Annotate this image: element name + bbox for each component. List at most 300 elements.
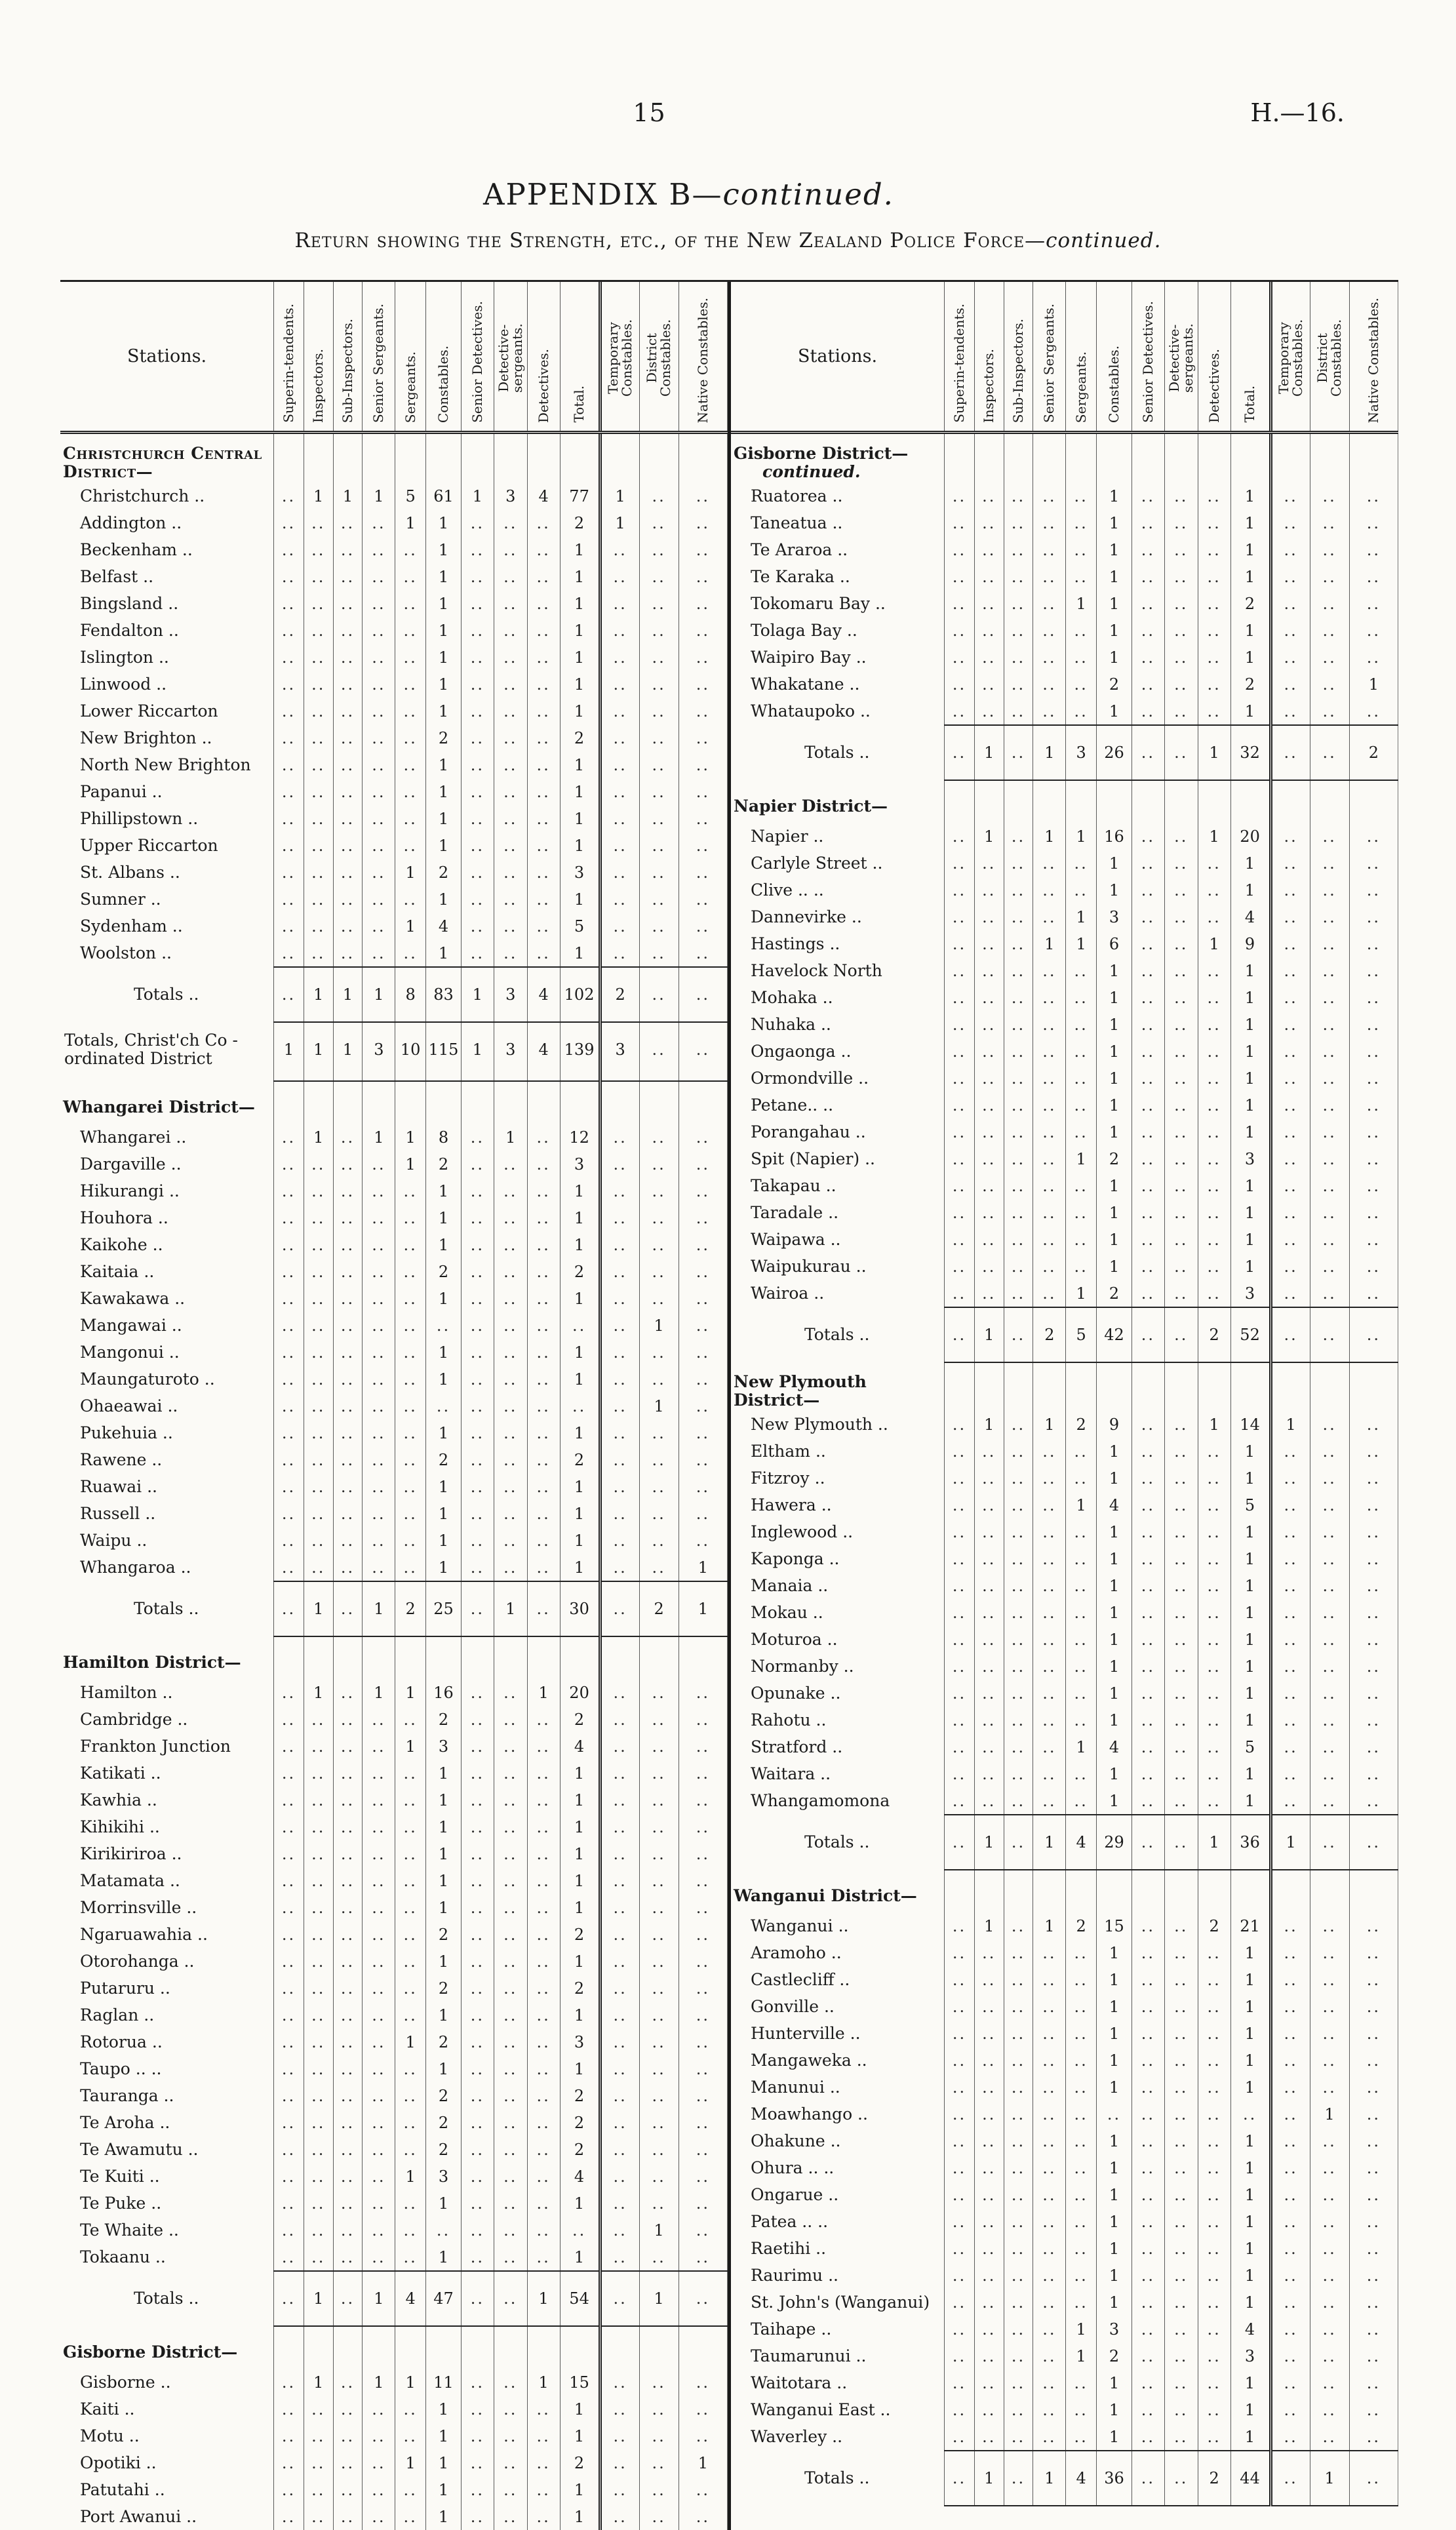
value-cell-sergeants: .. (395, 778, 426, 805)
value-cell-superintendents: .. (945, 1912, 975, 1939)
value-cell-constables: 1 (426, 617, 462, 644)
value-cell-sub_inspectors: .. (333, 2136, 363, 2163)
value-cell-senior_sergeants: .. (1033, 2262, 1066, 2289)
value-cell-district_constables: .. (639, 1813, 679, 1840)
value-cell-detective_sergeants: .. (1164, 1226, 1198, 1253)
station-row (60, 913, 728, 939)
value-cell-detective_sergeants: .. (1164, 2208, 1198, 2235)
value-cell-senior_detectives (1132, 780, 1165, 823)
value-cell-senior_detectives: .. (462, 698, 494, 724)
value-cell-sub_inspectors: .. (333, 1151, 363, 1177)
value-cell-sergeants: 1 (395, 2163, 426, 2190)
value-cell-sergeants: .. (395, 2503, 426, 2530)
value-cell-sergeants: .. (395, 1366, 426, 1393)
value-cell-sergeants: .. (395, 1473, 426, 1500)
value-cell-superintendents (945, 1362, 975, 1411)
value-cell-total: 1 (1230, 2047, 1270, 2074)
value-cell-superintendents: .. (274, 1124, 304, 1151)
value-cell-superintendents: .. (945, 1966, 975, 1993)
value-cell-temporary_constables: .. (1270, 1733, 1310, 1760)
value-cell-native_constables: .. (679, 2136, 727, 2163)
value-cell-detective_sergeants: .. (494, 536, 527, 563)
value-cell-district_constables: .. (639, 859, 679, 886)
station-row (731, 2423, 1398, 2451)
value-cell-native_constables (679, 433, 727, 483)
value-cell-senior_sergeants: .. (1033, 1038, 1066, 1065)
value-cell-district_constables: .. (1310, 957, 1349, 984)
value-cell-sergeants: 1 (1066, 1280, 1097, 1307)
station-name: Taihape .. (751, 2319, 832, 2339)
value-cell-senior_detectives: .. (462, 1894, 494, 1921)
value-cell-total: 1 (1230, 1226, 1270, 1253)
value-cell-senior_sergeants: .. (1033, 1787, 1066, 1815)
station-row (731, 2235, 1398, 2262)
value-cell-native_constables: .. (679, 778, 727, 805)
value-cell-constables: 1 (1097, 1518, 1132, 1545)
value-cell-native_constables: .. (679, 1151, 727, 1177)
value-cell-inspectors: .. (304, 1258, 333, 1285)
value-cell-senior_detectives: .. (1132, 1518, 1165, 1545)
value-cell-detective_sergeants: 3 (494, 483, 527, 509)
station-name: St. John's (Wanganui) (751, 2292, 930, 2312)
value-cell-inspectors: .. (974, 1253, 1004, 1280)
value-cell-senior_sergeants: 1 (1033, 823, 1066, 850)
value-cell-inspectors: .. (974, 644, 1004, 671)
value-cell-senior_sergeants: .. (363, 1894, 395, 1921)
value-cell-senior_detectives: .. (1132, 1065, 1165, 1092)
value-cell-superintendents: .. (274, 1760, 304, 1787)
value-cell-senior_detectives: .. (1132, 536, 1165, 563)
value-cell-superintendents (274, 2326, 304, 2369)
value-cell-sergeants: 1 (395, 1733, 426, 1760)
station-row (60, 1706, 728, 1733)
value-cell-detectives: 4 (527, 1022, 560, 1081)
value-cell-sergeants: .. (1066, 563, 1097, 590)
value-cell-constables: 2 (1097, 1280, 1132, 1307)
value-cell-detectives: .. (527, 563, 560, 590)
value-cell-temporary_constables: 1 (600, 509, 639, 536)
value-cell-senior_detectives: .. (1132, 1993, 1165, 2020)
value-cell-district_constables: .. (1310, 1145, 1349, 1172)
value-cell-district_constables: .. (1310, 1680, 1349, 1707)
value-cell-district_constables: .. (639, 939, 679, 967)
station-row (731, 2020, 1398, 2047)
value-cell-detectives: .. (527, 2136, 560, 2163)
value-cell-constables: 1 (426, 536, 462, 563)
value-cell-constables: 1 (426, 1840, 462, 1867)
value-cell-senior_sergeants: .. (1033, 1280, 1066, 1307)
value-cell-inspectors: .. (304, 859, 333, 886)
value-cell-detective_sergeants: .. (494, 1473, 527, 1500)
value-cell-constables: 2 (426, 2082, 462, 2109)
value-cell-total: 1 (560, 1500, 600, 1527)
value-cell-total: 2 (560, 509, 600, 536)
value-cell-senior_sergeants: .. (1033, 2127, 1066, 2154)
station-name: Frankton Junction (80, 1736, 231, 1756)
value-cell-constables (1097, 433, 1132, 483)
value-cell-superintendents: .. (945, 930, 975, 957)
value-cell-senior_sergeants: .. (363, 563, 395, 590)
value-cell-total: 52 (1230, 1307, 1270, 1362)
value-cell-senior_sergeants: 1 (363, 2369, 395, 2396)
value-cell-constables: 1 (426, 509, 462, 536)
value-cell-senior_detectives: .. (462, 2109, 494, 2136)
value-cell-senior_sergeants: .. (363, 2055, 395, 2082)
value-cell-native_constables: .. (679, 2109, 727, 2136)
station-name: Wanganui .. (751, 1916, 849, 1935)
station-name: Taneatua .. (751, 513, 843, 532)
value-cell-constables: 1 (426, 698, 462, 724)
station-name: Totals .. (134, 2289, 199, 2308)
station-row (731, 1653, 1398, 1680)
value-cell-temporary_constables (1270, 433, 1310, 483)
value-cell-constables: 1 (426, 1419, 462, 1446)
value-cell-temporary_constables: .. (1270, 483, 1310, 509)
rank-column-header-sergeants (1066, 282, 1097, 433)
return-subtitle (0, 229, 1456, 252)
value-cell-district_constables: .. (639, 1473, 679, 1500)
value-cell-superintendents: .. (274, 2503, 304, 2530)
value-cell-sergeants: .. (1066, 2289, 1097, 2316)
value-cell-detective_sergeants (1164, 1870, 1198, 1912)
value-cell-sergeants: .. (395, 1258, 426, 1285)
value-cell-detectives: .. (527, 1177, 560, 1204)
value-cell-senior_detectives: .. (462, 590, 494, 617)
station-name: Te Puke .. (80, 2193, 162, 2213)
value-cell-detective_sergeants: .. (1164, 1038, 1198, 1065)
value-cell-superintendents: .. (274, 2476, 304, 2503)
value-cell-sergeants: 3 (1066, 725, 1097, 780)
value-cell-sub_inspectors: .. (1004, 2181, 1033, 2208)
station-row (731, 671, 1398, 698)
value-cell-inspectors: .. (304, 832, 333, 859)
value-cell-detective_sergeants: .. (1164, 2020, 1198, 2047)
value-cell-temporary_constables: .. (1270, 930, 1310, 957)
value-cell-constables: 2 (1097, 671, 1132, 698)
value-cell-senior_detectives: .. (1132, 698, 1165, 725)
value-cell-senior_sergeants: .. (363, 805, 395, 832)
value-cell-total: .. (1230, 2101, 1270, 2127)
value-cell-senior_detectives: .. (1132, 2047, 1165, 2074)
value-cell-senior_sergeants: .. (363, 1312, 395, 1339)
value-cell-inspectors: .. (974, 2127, 1004, 2154)
station-name: Waipiro Bay .. (751, 647, 867, 667)
value-cell-temporary_constables: .. (600, 2449, 639, 2476)
rank-column-header-label: Sergeants. (1072, 351, 1089, 423)
value-cell-district_constables: .. (639, 1921, 679, 1948)
value-cell-constables: 2 (426, 1151, 462, 1177)
value-cell-senior_detectives: .. (1132, 1199, 1165, 1226)
value-cell-senior_sergeants: .. (1033, 1226, 1066, 1253)
value-cell-native_constables (1349, 780, 1398, 823)
value-cell-senior_sergeants: .. (363, 2028, 395, 2055)
value-cell-detective_sergeants (1164, 433, 1198, 483)
value-cell-senior_detectives: .. (462, 2369, 494, 2396)
value-cell-detectives: .. (527, 698, 560, 724)
value-cell-superintendents: .. (274, 1151, 304, 1177)
value-cell-total: 1 (1230, 617, 1270, 644)
value-cell-sub_inspectors: .. (333, 1840, 363, 1867)
value-cell-sub_inspectors: .. (1004, 1038, 1033, 1065)
value-cell-detective_sergeants: .. (494, 859, 527, 886)
value-cell-senior_detectives: .. (1132, 984, 1165, 1011)
value-cell-superintendents (945, 433, 975, 483)
value-cell-native_constables: .. (679, 751, 727, 778)
value-cell-senior_detectives: .. (462, 1339, 494, 1366)
value-cell-senior_detectives: .. (1132, 823, 1165, 850)
value-cell-sub_inspectors (333, 433, 363, 483)
value-cell-senior_sergeants: 1 (1033, 1912, 1066, 1939)
value-cell-temporary_constables: .. (600, 1473, 639, 1500)
value-cell-detective_sergeants: .. (494, 698, 527, 724)
value-cell-native_constables: .. (1349, 1092, 1398, 1118)
value-cell-temporary_constables: .. (600, 1500, 639, 1527)
value-cell-total: 1 (560, 1948, 600, 1975)
station-row (731, 536, 1398, 563)
station-row (60, 1231, 728, 1258)
station-name: Waitara .. (751, 1764, 831, 1783)
value-cell-senior_sergeants: .. (1033, 1733, 1066, 1760)
station-row (60, 1867, 728, 1894)
value-cell-district_constables: .. (1310, 1438, 1349, 1465)
value-cell-native_constables: .. (1349, 2235, 1398, 2262)
value-cell-sub_inspectors: .. (1004, 671, 1033, 698)
totals-row (731, 2451, 1398, 2506)
value-cell-temporary_constables: 2 (600, 967, 639, 1022)
value-cell-total: 1 (1230, 1653, 1270, 1680)
value-cell-native_constables: .. (1349, 1787, 1398, 1815)
value-cell-temporary_constables: .. (600, 1446, 639, 1473)
value-cell-detectives: .. (1198, 563, 1230, 590)
value-cell-superintendents: .. (945, 1092, 975, 1118)
value-cell-detective_sergeants: .. (1164, 509, 1198, 536)
station-name: Christchurch .. (80, 486, 205, 505)
value-cell-senior_detectives (462, 1636, 494, 1679)
value-cell-constables: 3 (1097, 2316, 1132, 2342)
station-name: Hawera .. (751, 1495, 832, 1514)
value-cell-constables: 1 (1097, 1092, 1132, 1118)
station-row (731, 1939, 1398, 1966)
value-cell-senior_detectives: .. (462, 2476, 494, 2503)
value-cell-detectives: .. (527, 1921, 560, 1948)
station-row (731, 1253, 1398, 1280)
value-cell-detective_sergeants: .. (1164, 1118, 1198, 1145)
value-cell-constables: 1 (1097, 2208, 1132, 2235)
value-cell-temporary_constables: .. (1270, 2316, 1310, 2342)
value-cell-sergeants: .. (1066, 1465, 1097, 1492)
value-cell-senior_detectives: .. (462, 939, 494, 967)
station-name: Upper Riccarton (80, 835, 218, 855)
value-cell-inspectors: .. (304, 644, 333, 671)
value-cell-detectives (527, 2326, 560, 2369)
value-cell-native_constables: .. (679, 1921, 727, 1948)
station-row (60, 509, 728, 536)
value-cell-senior_sergeants: .. (363, 2422, 395, 2449)
value-cell-inspectors: .. (974, 1733, 1004, 1760)
value-cell-total: 1 (560, 2190, 600, 2217)
station-row (60, 1921, 728, 1948)
value-cell-detectives: .. (1198, 1707, 1230, 1733)
value-cell-district_constables (639, 433, 679, 483)
value-cell-detectives: .. (1198, 1065, 1230, 1092)
station-name: Mangawai .. (80, 1315, 182, 1335)
value-cell-superintendents: .. (274, 2028, 304, 2055)
value-cell-inspectors: .. (304, 1840, 333, 1867)
value-cell-district_constables: .. (1310, 536, 1349, 563)
value-cell-total: 1 (560, 1760, 600, 1787)
value-cell-detective_sergeants: .. (494, 1231, 527, 1258)
value-cell-senior_sergeants: .. (363, 1258, 395, 1285)
value-cell-superintendents: .. (274, 1500, 304, 1527)
value-cell-total: 1 (560, 644, 600, 671)
value-cell-senior_detectives: .. (1132, 2451, 1165, 2506)
value-cell-senior_sergeants: .. (363, 2243, 395, 2271)
value-cell-senior_detectives: .. (1132, 483, 1165, 509)
station-name: Tokomaru Bay .. (751, 593, 886, 613)
value-cell-senior_sergeants (1033, 780, 1066, 823)
value-cell-temporary_constables: .. (1270, 2289, 1310, 2316)
value-cell-sub_inspectors: .. (333, 1921, 363, 1948)
value-cell-constables: 1 (1097, 2020, 1132, 2047)
value-cell-sub_inspectors: .. (1004, 1118, 1033, 1145)
value-cell-district_constables (639, 1081, 679, 1124)
value-cell-superintendents: .. (274, 1393, 304, 1419)
value-cell-senior_sergeants: .. (1033, 1492, 1066, 1518)
value-cell-senior_sergeants: .. (363, 1500, 395, 1527)
value-cell-district_constables: .. (1310, 1253, 1349, 1280)
value-cell-constables: 42 (1097, 1307, 1132, 1362)
value-cell-district_constables: .. (639, 1151, 679, 1177)
value-cell-constables: 26 (1097, 725, 1132, 780)
value-cell-inspectors: .. (304, 1921, 333, 1948)
value-cell-detectives: .. (527, 644, 560, 671)
value-cell-detective_sergeants: .. (494, 2476, 527, 2503)
district-header-row (731, 1870, 1398, 1912)
station-row (60, 859, 728, 886)
value-cell-native_constables: .. (679, 1840, 727, 1867)
value-cell-detective_sergeants: .. (494, 2271, 527, 2326)
station-name: Kihikihi .. (80, 1817, 160, 1836)
value-cell-senior_detectives: .. (1132, 2316, 1165, 2342)
station-row (60, 698, 728, 724)
station-name: Carlyle Street .. (751, 853, 883, 873)
value-cell-sergeants: .. (395, 1921, 426, 1948)
value-cell-inspectors: .. (304, 2217, 333, 2243)
value-cell-senior_detectives: .. (1132, 1038, 1165, 1065)
value-cell-sub_inspectors: .. (333, 1473, 363, 1500)
value-cell-detective_sergeants: .. (494, 1285, 527, 1312)
station-row (731, 1599, 1398, 1626)
value-cell-sub_inspectors: .. (333, 590, 363, 617)
value-cell-detective_sergeants: .. (494, 778, 527, 805)
value-cell-sub_inspectors: .. (333, 1787, 363, 1813)
value-cell-sub_inspectors: .. (1004, 850, 1033, 877)
value-cell-native_constables: .. (1349, 2101, 1398, 2127)
value-cell-superintendents: .. (274, 617, 304, 644)
value-cell-senior_sergeants: .. (363, 671, 395, 698)
value-cell-constables: 1 (1097, 2423, 1132, 2451)
stations-column-header: Stations. (60, 282, 274, 433)
value-cell-senior_sergeants: .. (1033, 957, 1066, 984)
value-cell-total: 2 (560, 1706, 600, 1733)
value-cell-sergeants: 4 (395, 2271, 426, 2326)
station-row (60, 2055, 728, 2082)
value-cell-total: 5 (1230, 1492, 1270, 1518)
value-cell-senior_detectives: .. (1132, 1011, 1165, 1038)
station-name: Totals .. (804, 1832, 870, 1851)
value-cell-temporary_constables: .. (600, 859, 639, 886)
value-cell-native_constables: .. (679, 805, 727, 832)
value-cell-senior_detectives: .. (462, 724, 494, 751)
value-cell-detectives: 4 (527, 967, 560, 1022)
value-cell-temporary_constables: .. (600, 2109, 639, 2136)
value-cell-sub_inspectors: .. (1004, 2423, 1033, 2451)
value-cell-superintendents: .. (945, 1760, 975, 1787)
value-cell-sergeants: 1 (395, 509, 426, 536)
station-name: Clive .. .. (751, 880, 824, 899)
value-cell-superintendents: .. (274, 1921, 304, 1948)
value-cell-sub_inspectors (1004, 433, 1033, 483)
value-cell-temporary_constables: .. (600, 1124, 639, 1151)
value-cell-district_constables: .. (1310, 1411, 1349, 1438)
value-cell-detectives: .. (527, 832, 560, 859)
value-cell-superintendents: .. (274, 1581, 304, 1636)
value-cell-sub_inspectors: .. (1004, 823, 1033, 850)
station-name: Waitotara .. (751, 2373, 848, 2392)
value-cell-sub_inspectors: .. (333, 2055, 363, 2082)
value-cell-constables: 1 (1097, 2074, 1132, 2101)
value-cell-senior_detectives: .. (1132, 617, 1165, 644)
value-cell-sergeants: .. (395, 1500, 426, 1527)
value-cell-district_constables: .. (1310, 2154, 1349, 2181)
value-cell-sergeants: .. (1066, 984, 1097, 1011)
value-cell-temporary_constables: .. (600, 1366, 639, 1393)
value-cell-constables: 1 (1097, 1172, 1132, 1199)
value-cell-temporary_constables: .. (1270, 509, 1310, 536)
value-cell-senior_sergeants: .. (363, 1867, 395, 1894)
rank-column-header-label: Superin-tendents. (951, 304, 968, 423)
value-cell-constables: 115 (426, 1022, 462, 1081)
value-cell-temporary_constables: .. (1270, 903, 1310, 930)
value-cell-detectives: .. (1198, 1145, 1230, 1172)
station-name: Fendalton .. (80, 620, 179, 640)
value-cell-sergeants: .. (1066, 2154, 1097, 2181)
value-cell-detective_sergeants: .. (1164, 1760, 1198, 1787)
value-cell-district_constables: .. (1310, 1038, 1349, 1065)
value-cell-sub_inspectors: .. (333, 1285, 363, 1312)
value-cell-temporary_constables: .. (1270, 823, 1310, 850)
value-cell-district_constables: .. (1310, 1599, 1349, 1626)
value-cell-senior_detectives: .. (1132, 644, 1165, 671)
value-cell-detectives: .. (1198, 1199, 1230, 1226)
value-cell-detectives: .. (527, 1285, 560, 1312)
value-cell-detectives: .. (1198, 1438, 1230, 1465)
value-cell-senior_detectives: .. (1132, 1438, 1165, 1465)
value-cell-superintendents: .. (945, 2020, 975, 2047)
rank-column-header-label: Detective-sergeants. (495, 323, 525, 393)
value-cell-detectives: .. (527, 805, 560, 832)
value-cell-detectives: .. (1198, 1572, 1230, 1599)
value-cell-senior_detectives: .. (462, 2002, 494, 2028)
value-cell-senior_sergeants: .. (1033, 1626, 1066, 1653)
value-cell-detectives: 1 (1198, 1411, 1230, 1438)
value-cell-temporary_constables: .. (1270, 1572, 1310, 1599)
value-cell-sergeants: .. (395, 1285, 426, 1312)
value-cell-temporary_constables: .. (600, 1339, 639, 1366)
value-cell-total: 36 (1230, 1815, 1270, 1870)
value-cell-constables: 11 (426, 2369, 462, 2396)
value-cell-superintendents: .. (945, 2451, 975, 2506)
